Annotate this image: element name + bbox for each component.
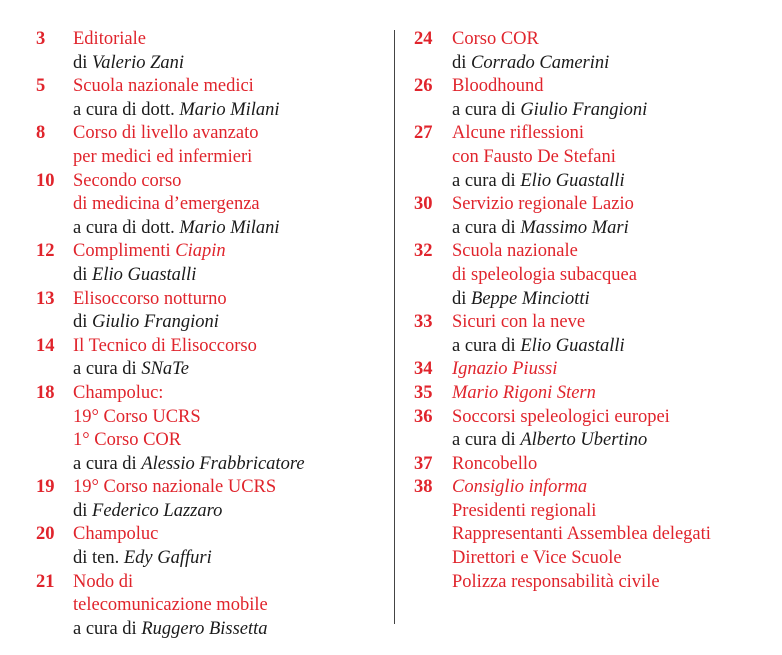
text-segment: di — [73, 264, 93, 285]
page-number: 8 — [36, 123, 46, 144]
entry-title-line — [73, 476, 381, 500]
text-segment: di ten. — [73, 548, 124, 569]
text-segment: Champoluc — [73, 524, 159, 545]
entry-text — [73, 523, 381, 570]
text-segment: a cura di — [452, 217, 521, 238]
entry-title-line — [452, 75, 774, 99]
text-segment: Presidenti regionali — [452, 500, 597, 521]
toc-entry — [414, 240, 774, 311]
text-segment: di — [73, 52, 93, 73]
text-segment: per medici ed infermieri — [73, 146, 253, 167]
entry-title-line — [73, 594, 381, 618]
text-segment: Nodo di — [73, 571, 134, 592]
entry-author-line — [73, 99, 381, 123]
page-number: 37 — [414, 453, 433, 474]
entry-text — [73, 382, 381, 476]
page-number: 5 — [36, 76, 46, 97]
entry-title-line — [452, 500, 774, 524]
page-number: 19 — [36, 477, 55, 498]
italic-text: Corrado Camerini — [471, 52, 610, 73]
entry-text — [452, 28, 774, 75]
entry-title-line — [452, 547, 774, 571]
page-number: 34 — [414, 359, 433, 380]
column-divider — [394, 30, 395, 624]
entry-text — [452, 476, 774, 594]
text-segment: Alcune riflessioni — [452, 123, 585, 144]
page-number: 10 — [36, 170, 55, 191]
entry-title-line — [73, 429, 381, 453]
text-segment: di speleologia subacquea — [452, 264, 637, 285]
italic-text: Mario Rigoni Stern — [452, 382, 596, 403]
entry-title-line — [73, 122, 381, 146]
text-segment: Corso di livello avanzato — [73, 123, 259, 144]
toc-entry — [414, 476, 774, 594]
toc-entry — [414, 453, 774, 477]
text-segment: Sicuri con la neve — [452, 312, 586, 333]
toc-right-column — [414, 28, 774, 594]
entry-text — [452, 453, 774, 477]
entry-author-line — [73, 311, 381, 335]
italic-text: SNaTe — [141, 359, 189, 380]
entry-title-line — [73, 523, 381, 547]
text-segment: Editoriale — [73, 29, 146, 49]
italic-text: Elio Guastalli — [92, 264, 197, 285]
page-number: 3 — [36, 29, 46, 49]
italic-text: Alessio Frabbricatore — [141, 453, 305, 474]
text-segment: Direttori e Vice Scuole — [452, 548, 622, 569]
entry-author-line — [73, 453, 381, 477]
entry-title-line — [452, 571, 774, 595]
italic-text: Massimo Mari — [520, 217, 629, 238]
entry-text — [452, 240, 774, 311]
entry-title-line — [73, 146, 381, 170]
text-segment: a cura di dott. — [73, 99, 180, 120]
entry-title-line — [452, 146, 774, 170]
entry-text — [73, 170, 381, 241]
entry-author-line — [73, 52, 381, 76]
entry-text — [452, 311, 774, 358]
entry-author-line — [73, 500, 381, 524]
entry-author-line — [452, 335, 774, 359]
entry-author-line — [73, 358, 381, 382]
entry-text — [73, 571, 381, 642]
entry-title-line — [452, 476, 774, 500]
page-number: 35 — [414, 382, 433, 403]
text-segment: con Fausto De Stefani — [452, 146, 616, 167]
page-number: 32 — [414, 241, 433, 262]
toc-entry — [36, 240, 381, 287]
italic-text: Elio Guastalli — [520, 335, 625, 356]
entry-text — [452, 382, 774, 406]
entry-author-line — [452, 170, 774, 194]
entry-text — [452, 193, 774, 240]
italic-text: Giulio Frangioni — [92, 312, 219, 333]
toc-entry — [36, 523, 381, 570]
entry-text — [452, 75, 774, 122]
toc-entry — [36, 122, 381, 169]
toc-entry — [36, 382, 381, 476]
text-segment: Polizza responsabilità civile — [452, 571, 660, 592]
entry-title-line — [73, 406, 381, 430]
text-segment: a cura di — [73, 453, 142, 474]
page-number: 26 — [414, 76, 433, 97]
entry-title-line — [452, 406, 774, 430]
italic-text: Giulio Frangioni — [520, 99, 648, 120]
entry-title-line — [452, 523, 774, 547]
entry-text — [73, 476, 381, 523]
text-segment: Complimenti — [73, 241, 176, 262]
toc-entry — [414, 382, 774, 406]
text-segment: a cura di dott. — [73, 217, 180, 238]
entry-title-line — [73, 170, 381, 194]
toc-entry — [36, 288, 381, 335]
entry-title-line — [73, 193, 381, 217]
text-segment: Elisoccorso notturno — [73, 288, 227, 309]
page-number: 27 — [414, 123, 433, 144]
text-segment: Servizio regionale Lazio — [452, 194, 634, 215]
entry-text — [73, 28, 381, 75]
text-segment: Secondo corso — [73, 170, 182, 191]
entry-title-line — [73, 382, 381, 406]
entry-author-line — [452, 52, 774, 76]
text-segment: telecomunicazione mobile — [73, 595, 268, 616]
toc-entry — [414, 311, 774, 358]
toc-entry — [36, 476, 381, 523]
text-segment: Rappresentanti Assemblea delegati — [452, 524, 711, 545]
italic-text: Valerio Zani — [92, 52, 185, 73]
text-segment: Soccorsi speleologici europei — [452, 406, 670, 427]
entry-title-line — [73, 335, 381, 359]
text-segment: a cura di — [452, 430, 521, 451]
text-segment: a cura di — [452, 99, 521, 120]
page-number: 38 — [414, 477, 433, 498]
entry-author-line — [73, 547, 381, 571]
entry-title-line — [452, 122, 774, 146]
text-segment: 1° Corso COR — [73, 430, 182, 451]
page-number: 30 — [414, 194, 433, 215]
entry-title-line — [452, 311, 774, 335]
entry-text — [452, 122, 774, 193]
italic-text: Ciapin — [175, 241, 226, 262]
entry-author-line — [452, 217, 774, 241]
page-number: 20 — [36, 524, 55, 545]
entry-title-line — [452, 28, 774, 52]
text-segment: a cura di — [452, 170, 521, 191]
entry-author-line — [73, 264, 381, 288]
toc-entry — [36, 28, 381, 75]
text-segment: di medicina d’emergenza — [73, 194, 260, 215]
toc-entry — [414, 28, 774, 75]
entry-title-line — [73, 75, 381, 99]
page-number: 21 — [36, 571, 55, 592]
entry-text — [452, 358, 774, 382]
text-segment: di — [73, 312, 93, 333]
entry-title-line — [452, 264, 774, 288]
text-segment: a cura di — [452, 335, 521, 356]
toc-left-column — [36, 28, 381, 641]
text-segment: Scuola nazionale medici — [73, 76, 254, 97]
entry-text — [73, 122, 381, 169]
entry-text — [73, 240, 381, 287]
page-number: 18 — [36, 382, 55, 403]
entry-author-line — [452, 429, 774, 453]
italic-text: Ruggero Bissetta — [141, 618, 268, 639]
entry-text — [73, 75, 381, 122]
page-number: 12 — [36, 241, 55, 262]
text-segment: di — [452, 52, 472, 73]
toc-entry — [36, 335, 381, 382]
entry-text — [73, 335, 381, 382]
text-segment: Corso COR — [452, 29, 539, 49]
entry-title-line — [73, 28, 381, 52]
text-segment: Il Tecnico di Elisoccorso — [73, 335, 257, 356]
page-number: 36 — [414, 406, 433, 427]
italic-text: Edy Gaffuri — [123, 548, 212, 569]
italic-text: Alberto Ubertino — [520, 430, 648, 451]
text-segment: a cura di — [73, 618, 142, 639]
toc-entry — [414, 75, 774, 122]
entry-title-line — [452, 358, 774, 382]
italic-text: Beppe Minciotti — [471, 288, 590, 309]
entry-author-line — [73, 217, 381, 241]
page-number: 24 — [414, 29, 433, 49]
page-number: 14 — [36, 335, 55, 356]
entry-title-line — [452, 453, 774, 477]
italic-text: Federico Lazzaro — [92, 500, 223, 521]
text-segment: di — [452, 288, 472, 309]
toc-entry — [414, 122, 774, 193]
text-segment: Roncobello — [452, 453, 538, 474]
entry-text — [452, 406, 774, 453]
toc-entry — [414, 406, 774, 453]
entry-title-line — [452, 193, 774, 217]
entry-author-line — [452, 288, 774, 312]
toc-entry — [36, 571, 381, 642]
entry-title-line — [73, 571, 381, 595]
toc-entry — [36, 170, 381, 241]
italic-text: Consiglio informa — [452, 477, 588, 498]
page-number: 13 — [36, 288, 55, 309]
entry-author-line — [73, 618, 381, 642]
entry-title-line — [73, 240, 381, 264]
entry-title-line — [452, 382, 774, 406]
text-segment: 19° Corso UCRS — [73, 406, 201, 427]
text-segment: a cura di — [73, 359, 142, 380]
italic-text: Mario Milani — [179, 217, 280, 238]
entry-title-line — [452, 240, 774, 264]
entry-text — [73, 288, 381, 335]
text-segment: Champoluc: — [73, 382, 164, 403]
text-segment: Bloodhound — [452, 76, 544, 97]
entry-title-line — [73, 288, 381, 312]
italic-text: Ignazio Piussi — [452, 359, 558, 380]
italic-text: Mario Milani — [179, 99, 280, 120]
entry-author-line — [452, 99, 774, 123]
italic-text: Elio Guastalli — [520, 170, 625, 191]
page-number: 33 — [414, 312, 433, 333]
text-segment: 19° Corso nazionale UCRS — [73, 477, 277, 498]
text-segment: Scuola nazionale — [452, 241, 578, 262]
toc-entry — [414, 358, 774, 382]
toc-entry — [414, 193, 774, 240]
text-segment: di — [73, 500, 93, 521]
toc-entry — [36, 75, 381, 122]
